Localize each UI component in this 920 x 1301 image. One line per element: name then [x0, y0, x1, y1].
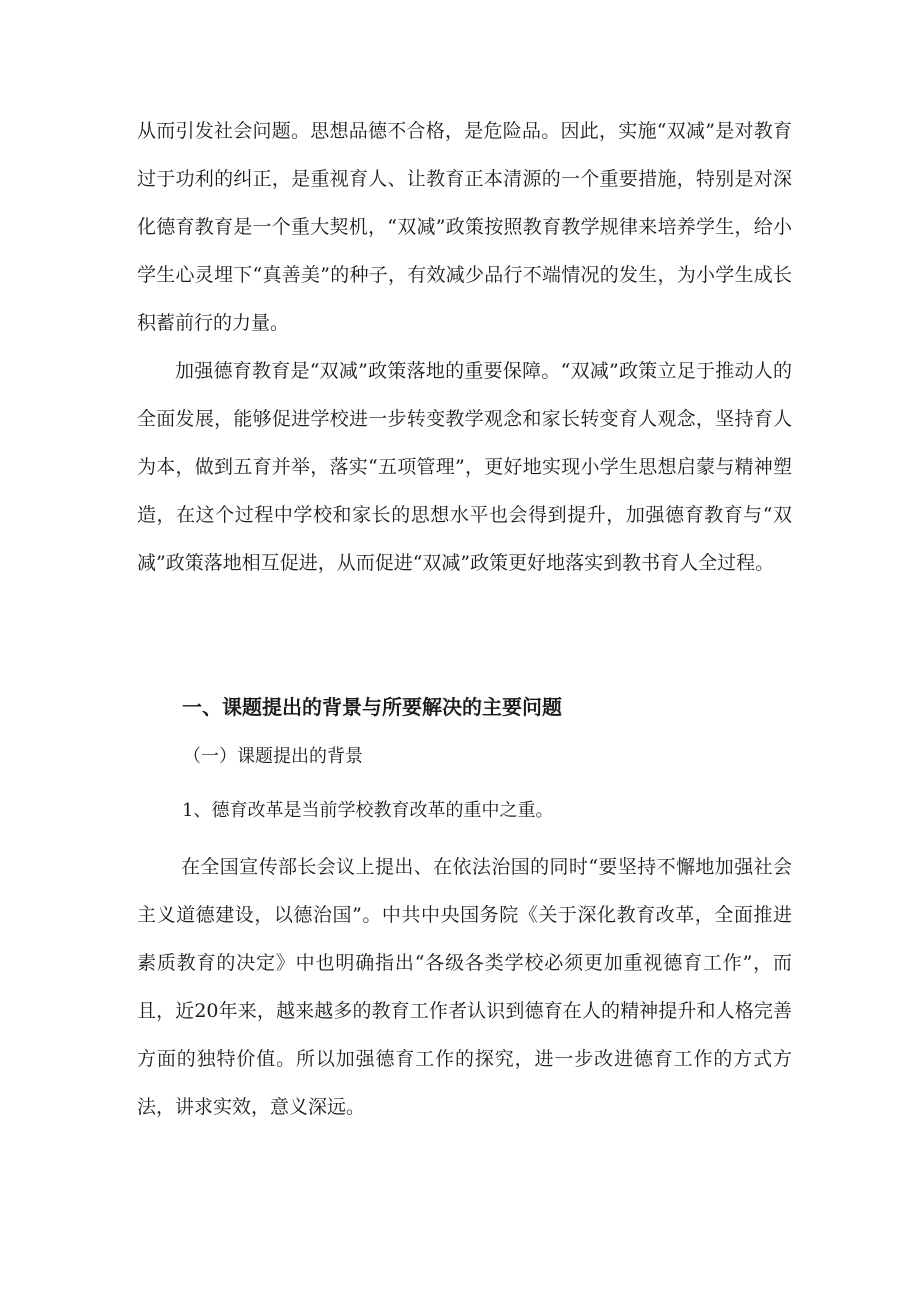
subsection-heading: （一）课题提出的背景 [183, 746, 363, 767]
body-paragraph-2: 加强德育教育是“双减”政策落地的重要保障。“双减”政策立足于推动人的全面发展，能够促进学校进一步转变教学观念和家长转变育人观念，坚持育人为本，做到五育并举，落实“五项管理”，更好地实现小学生思想启蒙与精神塑造，在这个过程中学校和家长的思想水平也会得到提升，加强德育教育与“双减”政策落地相互促进，从而促进“双减”政策更好地落实到教书育人全过程。 [137, 360, 792, 574]
section-heading: 一、课题提出的背景与所要解决的主要问题 [182, 695, 562, 719]
body-paragraph-1: 从而引发社会问题。思想品德不合格，是危险品。因此，实施“双减”是对教育过于功利的纠正，是重视育人、让教育正本清源的一个重要措施，特别是对深化德育教育是一个重大契机，“双减”政策按照教育教学规律来培养学生，给小学生心灵埋下“真善美”的种子，有效减少品行不端情况的发生，为小学生成长积蓄前行的力量。 [137, 120, 792, 334]
numbered-item: 1、德育改革是当前学校教育改革的重中之重。 [182, 800, 554, 821]
body-paragraph-3: 在全国宣传部长会议上提出、在依法治国的同时“要坚持不懈地加强社会主义道德建设，以德治国”。中共中央国务院《关于深化教育改革，全面推进素质教育的决定》中也明确指出“各级各类学校必须更加重视德育工作”，而且，近20年来，越来越多的教育工作者认识到德育在人的精神提升和人格完善方面的独特价值。所以加强德育工作的探究，进一步改进德育工作的方式方法，讲求实效，意义深远。 [137, 856, 792, 1118]
